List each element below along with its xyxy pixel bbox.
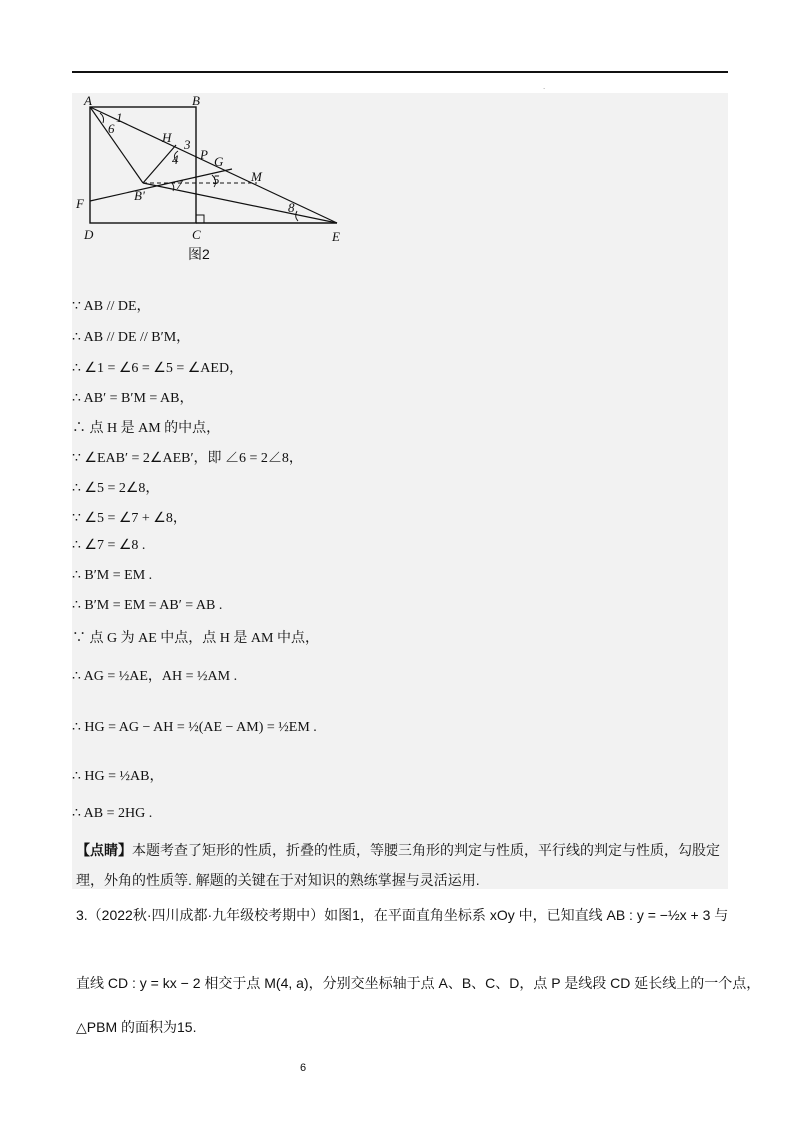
proof-line: ∴ ∠5 = 2∠8， xyxy=(72,481,160,496)
proof-line: ∴ HG = ½AB， xyxy=(72,769,164,784)
angle-arc-7 xyxy=(172,183,174,191)
label-f: F xyxy=(76,196,84,211)
label-a: A xyxy=(84,93,92,108)
label-p: P xyxy=(200,147,208,162)
proof-line: ∵ AB // DE， xyxy=(72,299,151,314)
proof-line: ∴ HG = AG − AH = ½(AE − AM) = ½EM . xyxy=(72,720,317,735)
proof-line: ∴ AB = 2HG . xyxy=(72,806,153,821)
label-e: E xyxy=(332,229,340,244)
proof-line: ∵ ∠EAB′ = 2∠AEB′，即 ∠6 = 2∠8， xyxy=(72,451,303,466)
page-marker: . xyxy=(543,82,546,91)
right-angle-mark xyxy=(196,215,204,223)
angle-arc-8 xyxy=(296,211,298,221)
comment-block xyxy=(76,835,726,895)
label-h: H xyxy=(162,130,172,145)
proof-line: ∴ AB // DE // B′M， xyxy=(72,330,191,345)
proof-line: ∴ ∠7 = ∠8 . xyxy=(72,538,146,553)
proof-line: ∵ 点 G 为 AE 中点，点 H 是 AM 中点， xyxy=(72,631,319,646)
label-g: G xyxy=(214,154,224,169)
figure-caption: 图2 xyxy=(188,246,210,262)
problem-line-3: △PBM 的面积为15. xyxy=(76,1019,197,1035)
label-angle-5: 5 xyxy=(213,172,220,187)
label-d: D xyxy=(84,227,94,242)
label-angle-6: 6 xyxy=(108,121,115,136)
label-c: C xyxy=(192,227,201,242)
label-angle-4: 4 xyxy=(172,152,179,167)
label-angle-3: 3 xyxy=(184,137,191,152)
proof-line: ∴ B′M = EM = AB′ = AB . xyxy=(72,598,223,613)
label-angle-8: 8 xyxy=(288,200,295,215)
label-b: B xyxy=(192,93,200,108)
comment-tag: 【点睛】 xyxy=(76,842,132,858)
proof-line: ∵ ∠5 = ∠7 + ∠8， xyxy=(72,511,187,526)
problem-line-1: 3.（2022秋·四川成都·九年级校考期中）如图1，在平面直角坐标系 xOy 中，已知直线 AB : y = −½x + 3 与 xyxy=(76,907,729,923)
proof-line: ∴ 点 H 是 AM 的中点， xyxy=(72,421,221,436)
comment-text: 本题考查了矩形的性质，折叠的性质，等腰三角形的判定与性质，平行线的判定与性质，勾股定理，外角的性质等. 解题的关键在于对知识的熟练掌握与灵活运用. xyxy=(76,842,720,888)
page-number: 6 xyxy=(300,1062,307,1074)
segment-fg xyxy=(90,169,232,201)
label-angle-7: 7 xyxy=(176,177,183,192)
label-b-prime: B' xyxy=(134,188,145,203)
problem-line-2: 直线 CD : y = kx − 2 相交于点 M(4, a)，分别交坐标轴于点 A、B、C、D，点 P 是线段 CD 延长线上的一个点， xyxy=(76,975,761,991)
proof-line: ∴ AG = ½AE，AH = ½AM . xyxy=(72,669,238,684)
label-m: M xyxy=(251,169,262,184)
square-abcd xyxy=(90,107,196,223)
proof-line: ∴ B′M = EM . xyxy=(72,568,153,583)
geometry-figure xyxy=(72,93,362,268)
label-angle-1: 1 xyxy=(116,110,123,125)
segment-bpe xyxy=(143,183,337,223)
proof-line: ∴ ∠1 = ∠6 = ∠5 = ∠AED， xyxy=(72,361,244,376)
header-rule xyxy=(72,71,728,73)
proof-line: ∴ AB′ = B′M = AB， xyxy=(72,391,194,406)
